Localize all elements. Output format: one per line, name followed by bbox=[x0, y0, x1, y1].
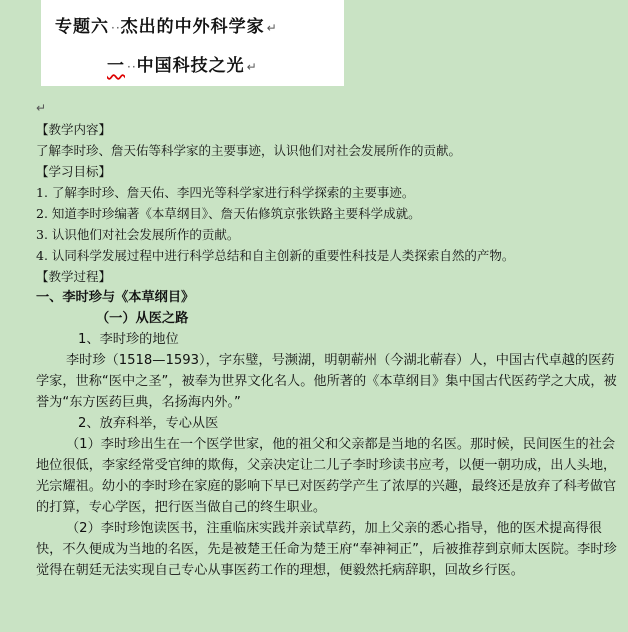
paragraph-mark: ↵ bbox=[246, 60, 258, 74]
title-line1-rest: 杰出的中外科学家 bbox=[120, 17, 265, 37]
teaching-process-heading: 【教学过程】 bbox=[36, 269, 112, 284]
paragraph-3: （2）李时珍饱读医书，注重临床实践并亲试草药，加上父亲的悉心指导，他的医术提高得很快，不久便成为当地的名医，先是被楚王任命为楚王府“奉神祠正”，后被推荐到京师太医院。李时珍觉得在朝廷无法实现自己专心从事医药工作的理想，便毅然托病辞职，回故乡行医。 bbox=[36, 521, 617, 578]
item-heading-1: 1、李时珍的地位 bbox=[78, 332, 179, 347]
section-heading-1: 一、李时珍与《本草纲目》 bbox=[36, 290, 195, 305]
title-line-1 bbox=[55, 12, 278, 37]
goal-item-2: 2. 知道李时珍编著《本草纲目》、詹天佑修筑京张铁路主要科学成就。 bbox=[36, 206, 421, 221]
item-heading-2: 2、放弃科举，专心从医 bbox=[78, 416, 219, 431]
goal-item-1: 1. 了解李时珍、詹天佑、李四光等科学家进行科学探索的主要事迹。 bbox=[36, 185, 415, 200]
title-line-2 bbox=[107, 51, 258, 76]
teaching-content-text: 了解李时珍、詹天佑等科学家的主要事迹，认识他们对社会发展所作的贡献。 bbox=[36, 143, 462, 158]
title-line2-rest: 中国科技之光 bbox=[136, 56, 245, 76]
paragraph-1: 李时珍（1518—1593），字东璧，号濒湖，明朝蕲州（今湖北蕲春）人，中国古代卓越的医药学家，世称“医中之圣”，被奉为世界文化名人。他所著的《本草纲目》集中国古代医药学之大成，被誉为“东方医药巨典，名扬海内外。” bbox=[36, 353, 617, 410]
document-body bbox=[36, 98, 624, 581]
title-line1-prefix: 专题六 bbox=[55, 17, 109, 37]
goal-item-4: 4. 认同科学发展过程中进行科学总结和自主创新的重要性科技是人类探索自然的产物。 bbox=[36, 248, 515, 263]
paragraph-mark: ↵ bbox=[266, 21, 278, 35]
title-box bbox=[41, 0, 344, 86]
title-line2-prefix: 一 bbox=[107, 56, 125, 76]
subsection-heading-1: （一）从医之路 bbox=[96, 311, 189, 326]
title-line1-dots: ·· bbox=[111, 21, 121, 35]
title-line2-dots: ·· bbox=[127, 60, 137, 74]
learning-goals-heading: 【学习目标】 bbox=[36, 164, 112, 179]
goal-item-3: 3. 认识他们对社会发展所作的贡献。 bbox=[36, 227, 240, 242]
paragraph-2: （1）李时珍出生在一个医学世家，他的祖父和父亲都是当地的名医。那时候，民间医生的社会地位很低，李家经常受官绅的欺侮，父亲决定让二儿子李时珍读书应考，以便一朝功成，出人头地，光宗耀祖。幼小的李时珍在家庭的影响下早已对医药学产生了浓厚的兴趣，最终还是放弃了科考做官的打算，专心学医，把行医当做自己的终生职业。 bbox=[36, 437, 617, 515]
blank-line-mark: ↵ bbox=[36, 101, 47, 115]
teaching-content-heading: 【教学内容】 bbox=[36, 122, 112, 137]
